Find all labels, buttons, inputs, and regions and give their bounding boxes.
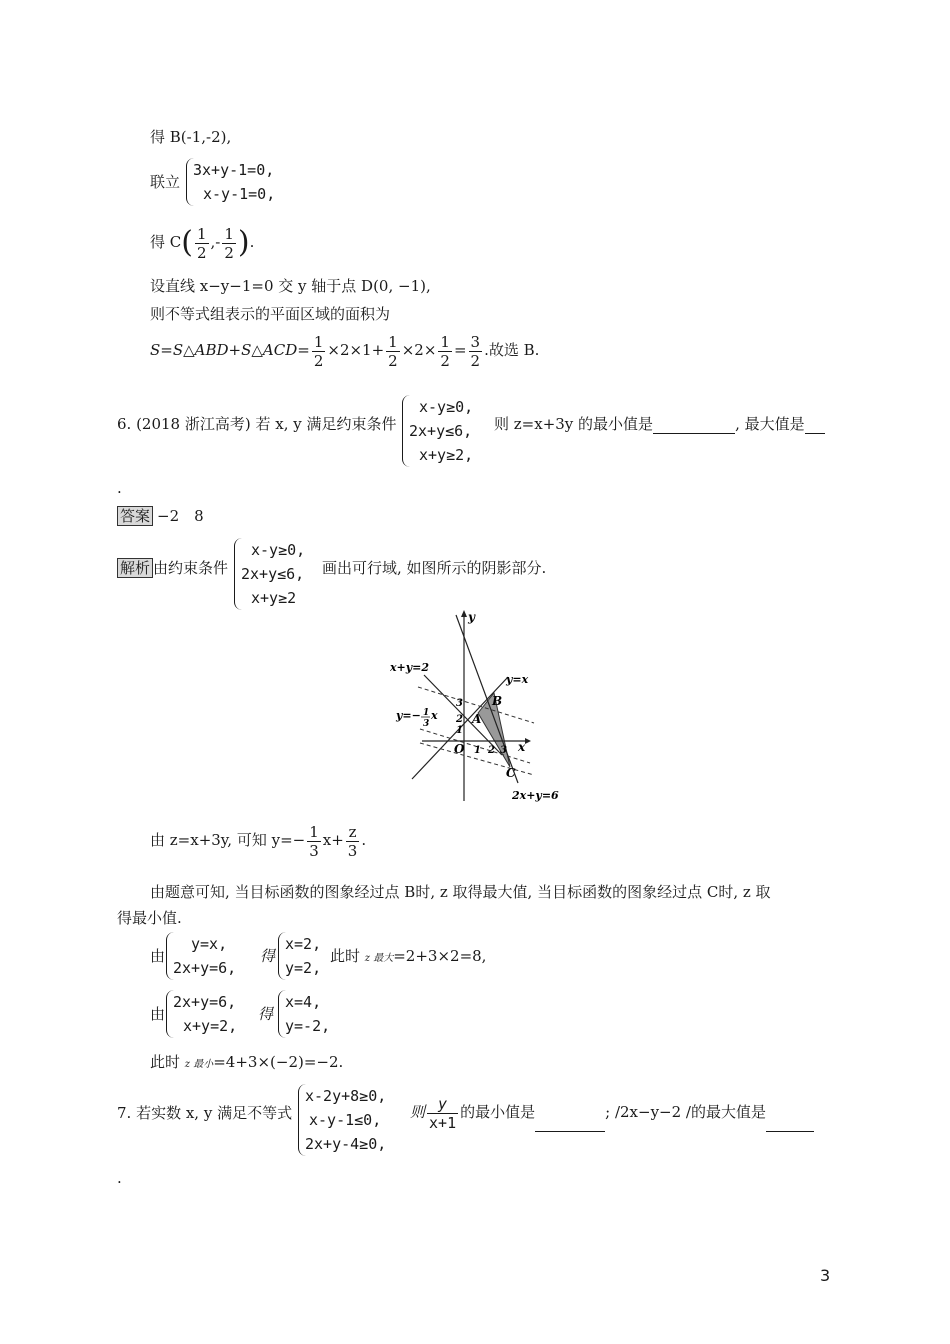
equation-row: x-y-1=0, xyxy=(203,185,276,203)
constraint-system xyxy=(402,395,473,467)
svg-text:x: x xyxy=(431,709,438,722)
text-line: 设直线 x−y−1=0 交 y 轴于点 D(0, −1), xyxy=(150,277,431,295)
text-line: 由题意可知, 当目标函数的图象经过点 B时, z 取得最大值, 当目标函数的图象经过点 C时, z 取 xyxy=(150,883,771,901)
text-span: 得 C xyxy=(150,233,182,251)
text-line: 得 B(-1,-2), xyxy=(150,128,232,146)
svg-text:1: 1 xyxy=(456,725,463,736)
point-b-label: B xyxy=(492,694,503,708)
axis-y-label: y xyxy=(468,610,475,624)
text-line: 由 xyxy=(150,947,166,965)
text-line: 则不等式组表示的平面区域的面积为 xyxy=(150,305,391,323)
equation-row: 2x+y=6, xyxy=(173,993,237,1011)
equation-row: x-y≥0, xyxy=(251,541,306,559)
equation-row: y=2, xyxy=(285,959,322,977)
equation-row: 3x+y-1=0, xyxy=(193,161,275,179)
answer-line xyxy=(117,506,204,526)
line-2x-plus-y-eq-6 xyxy=(456,615,518,783)
label-x-plus-y-eq-2: x+y=2 xyxy=(390,661,430,674)
area-formula: S=S△ABD+S△ACD= $\frac{1}{2}$ ×2×1+ $\frac{1}{2}$ ×2× $\frac{1}{2}$ = $\frac{3}{2}$ .故选 B. xyxy=(150,332,540,370)
answer-blank[interactable] xyxy=(653,417,735,434)
text-line: . xyxy=(117,1169,122,1187)
text-span: 由约束条件 xyxy=(153,559,229,577)
point-a-label: A xyxy=(472,712,482,726)
svg-text:1: 1 xyxy=(474,745,481,756)
text-line: 得最小值. xyxy=(117,909,182,927)
equation-row: y=x, xyxy=(191,935,228,953)
text-line: 联立 xyxy=(150,173,181,191)
text-line: 得 xyxy=(260,947,276,965)
equation-system xyxy=(166,990,237,1038)
equation-system xyxy=(278,990,330,1038)
text-span: S=S△ABD+S△ACD= xyxy=(150,341,310,359)
answer-text: −2 8 xyxy=(157,507,204,525)
point-c-label: C xyxy=(506,766,516,780)
equation-row: x=4, xyxy=(285,993,322,1011)
answer-blank[interactable] xyxy=(805,417,825,434)
equation-row: 2x+y≤6, xyxy=(241,565,305,583)
label-y-eq-neg-third-x: y=− xyxy=(396,709,421,722)
equation-row: y=-2, xyxy=(285,1017,331,1035)
equation-row: x-y-1≤0, xyxy=(309,1111,382,1129)
equation-row: x-2y+8≥0, xyxy=(305,1087,387,1105)
text-line: 由 xyxy=(150,1005,166,1023)
answer-tag: 答案 xyxy=(117,506,153,526)
answer-blank[interactable] xyxy=(535,1115,605,1132)
question-6-lead: 6. (2018 浙江高考) 若 x, y 满足约束条件 xyxy=(117,415,397,433)
question-6-tail xyxy=(494,414,825,434)
constraint-system xyxy=(298,1084,386,1156)
origin-label: O xyxy=(454,742,465,756)
equation-row: x-y≥0, xyxy=(419,398,474,416)
explanation-line xyxy=(117,558,228,578)
text-line: 得 xyxy=(258,1005,274,1023)
svg-text:2: 2 xyxy=(456,714,463,725)
equation-row: x+y=2, xyxy=(183,1017,238,1035)
text-span: .故选 B. xyxy=(484,341,540,359)
equation-row: x+y≥2 xyxy=(251,589,297,607)
text-line: . xyxy=(117,479,122,497)
equation-row: x+y≥2, xyxy=(419,446,474,464)
text-line: 由 z=x+3y, 可知 y=− $\frac{1}{3}$ x+ $\frac{z}{3}$ . xyxy=(150,822,367,860)
feasible-region-figure xyxy=(390,605,570,805)
page-number: 3 xyxy=(820,1266,831,1285)
equation-row: 2x+y=6, xyxy=(173,959,237,977)
explanation-tag: 解析 xyxy=(117,558,153,578)
equation-row: 2x+y≤6, xyxy=(409,422,473,440)
svg-text:1: 1 xyxy=(423,708,430,718)
text-line: 此时 z 最小=4+3×(−2)=−2. xyxy=(150,1053,344,1071)
answer-blank[interactable] xyxy=(766,1115,814,1132)
svg-text:2: 2 xyxy=(488,745,495,756)
equation-system xyxy=(166,932,236,980)
label-y-eq-x: y=x xyxy=(506,673,529,686)
text-line: 得 C( $\frac{1}{2}$ ,- $\frac{1}{2}$ ). xyxy=(150,224,255,262)
svg-text:3: 3 xyxy=(456,698,463,709)
equation-system xyxy=(186,158,275,206)
svg-text:3: 3 xyxy=(423,719,430,729)
equation-system xyxy=(278,932,321,980)
fraction: $\frac{1}{2}$ xyxy=(224,224,234,262)
axis-x-label: x xyxy=(518,740,526,754)
text-span: , 最大值是 xyxy=(735,415,805,433)
question-7-tail: 则 $\frac{y}{x+1}$ 的最小值是 ; /2x−y−2 /的最大值是 xyxy=(410,1092,814,1132)
text-line: 画出可行域, 如图所示的阴影部分. xyxy=(322,559,547,577)
constraint-system xyxy=(234,538,305,610)
label-2x-plus-y-eq-6: 2x+y=6 xyxy=(512,789,559,802)
svg-text:3: 3 xyxy=(500,745,507,756)
question-7-lead: 7. 若实数 x, y 满足不等式 xyxy=(117,1104,293,1122)
text-span: 则 z=x+3y 的最小值是 xyxy=(494,415,654,433)
equation-row: 2x+y-4≥0, xyxy=(305,1135,387,1153)
equation-row: x=2, xyxy=(285,935,322,953)
fraction: $\frac{1}{2}$ xyxy=(196,224,207,262)
text-line: 此时 z 最大=2+3×2=8, xyxy=(330,947,487,965)
